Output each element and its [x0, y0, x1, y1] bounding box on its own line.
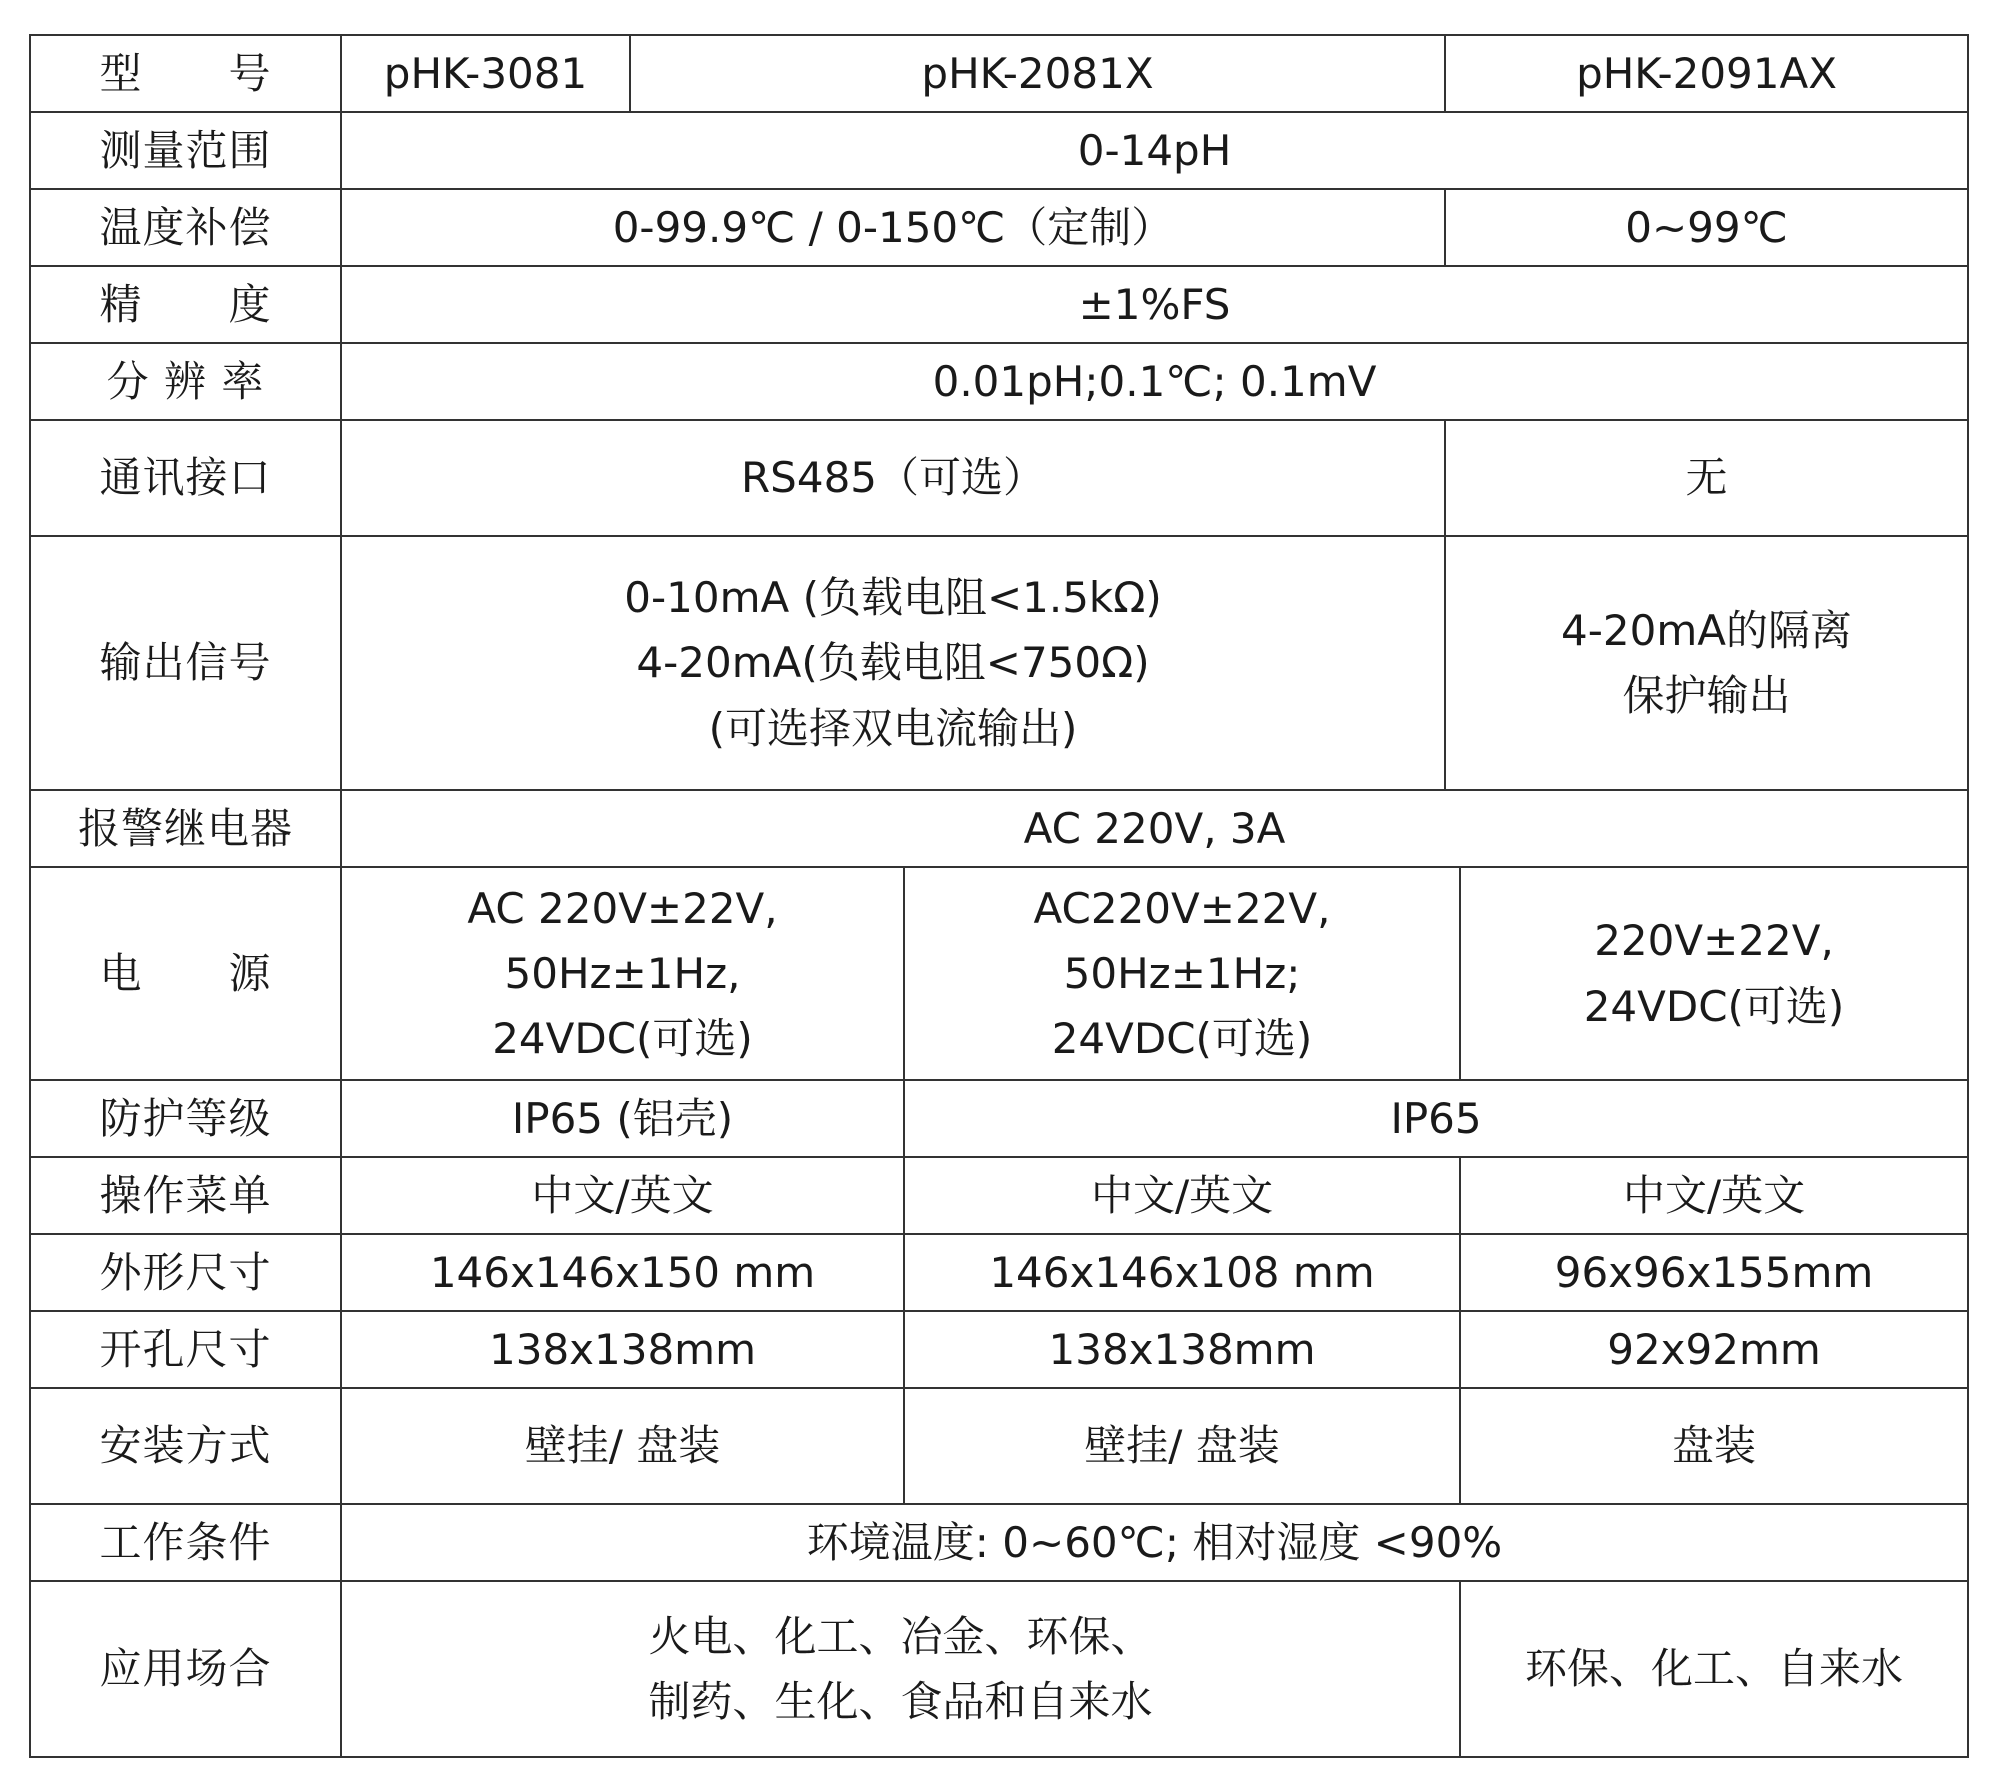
output-row [30, 536, 1968, 790]
cutout-value: 138x138mm [341, 1311, 904, 1388]
power-row [30, 867, 1968, 1080]
output-value [1445, 536, 1968, 790]
model-header: pHK-2091AX [1445, 35, 1968, 112]
comm-value: RS485（可选） [341, 420, 1445, 536]
accuracy-row [30, 266, 1968, 343]
cutout-value: 138x138mm [904, 1311, 1460, 1388]
row-label: 应用场合 [30, 1581, 341, 1757]
spec-table [29, 34, 1969, 1758]
temp-comp-row [30, 189, 1968, 266]
applications-line: 火电、化工、冶金、环保、 [648, 1611, 1153, 1661]
header-row [30, 35, 1968, 112]
header-label: 型 号 [30, 35, 341, 112]
applications-line: 制药、生化、食品和自来水 [648, 1677, 1153, 1726]
menu-value: 中文/英文 [1460, 1157, 1968, 1234]
output-line: (可选择双电流输出) [708, 703, 1078, 753]
dimensions-value: 146x146x108 mm [904, 1234, 1460, 1311]
comm-row [30, 420, 1968, 536]
power-line: 50Hz±1Hz; [1063, 948, 1301, 998]
cutout-value: 92x92mm [1460, 1311, 1968, 1388]
range-value: 0-14pH [341, 112, 1968, 189]
dimensions-value: 146x146x150 mm [341, 1234, 904, 1311]
protection-value: IP65 (铝壳) [341, 1080, 904, 1157]
power-line: 24VDC(可选) [492, 1014, 753, 1064]
model-header: pHK-3081 [341, 35, 630, 112]
power-line: AC220V±22V, [1033, 883, 1331, 933]
relay-value: AC 220V, 3A [341, 790, 1968, 867]
power-line: 24VDC(可选) [1051, 1014, 1313, 1064]
cutout-row [30, 1311, 1968, 1388]
output-line: 4-20mA(负载电阻<750Ω) [636, 638, 1150, 688]
row-label: 分 辨 率 [30, 343, 341, 420]
power-line: 220V±22V, [1594, 916, 1834, 966]
row-label: 报警继电器 [30, 790, 341, 867]
output-line: 4-20mA的隔离 [1561, 605, 1852, 655]
row-label: 测量范围 [30, 112, 341, 189]
mounting-value: 盘装 [1460, 1388, 1968, 1504]
output-line: 保护输出 [1622, 671, 1791, 720]
menu-row [30, 1157, 1968, 1234]
resolution-value: 0.01pH;0.1℃; 0.1mV [341, 343, 1968, 420]
mounting-value: 壁挂/ 盘装 [904, 1388, 1460, 1504]
row-label: 输出信号 [30, 536, 341, 790]
power-value [904, 867, 1460, 1080]
row-label: 安装方式 [30, 1388, 341, 1504]
output-line: 0-10mA (负载电阻<1.5kΩ) [624, 573, 1162, 623]
temp-comp-value: 0-99.9℃ / 0-150℃（定制） [341, 189, 1445, 266]
row-label: 工作条件 [30, 1504, 341, 1581]
dimensions-value: 96x96x155mm [1460, 1234, 1968, 1311]
protection-row [30, 1080, 1968, 1157]
power-value [1460, 867, 1968, 1080]
range-row [30, 112, 1968, 189]
output-value [341, 536, 1445, 790]
applications-value: 环保、化工、自来水 [1460, 1581, 1968, 1757]
row-label: 电 源 [30, 867, 341, 1080]
row-label: 温度补偿 [30, 189, 341, 266]
row-label: 通讯接口 [30, 420, 341, 536]
dimensions-row [30, 1234, 1968, 1311]
row-label: 精 度 [30, 266, 341, 343]
temp-comp-value: 0~99℃ [1445, 189, 1968, 266]
menu-value: 中文/英文 [904, 1157, 1460, 1234]
row-label: 防护等级 [30, 1080, 341, 1157]
accuracy-value: ±1%FS [341, 266, 1968, 343]
power-line: AC 220V±22V, [467, 883, 778, 933]
power-line: 24VDC(可选) [1583, 981, 1845, 1031]
power-value [341, 867, 904, 1080]
mounting-row [30, 1388, 1968, 1504]
resolution-row [30, 343, 1968, 420]
conditions-value: 环境温度: 0~60℃; 相对湿度 <90% [341, 1504, 1968, 1581]
menu-value: 中文/英文 [341, 1157, 904, 1234]
comm-value: 无 [1445, 420, 1968, 536]
relay-row [30, 790, 1968, 867]
mounting-value: 壁挂/ 盘装 [341, 1388, 904, 1504]
row-label: 外形尺寸 [30, 1234, 341, 1311]
applications-value [341, 1581, 1460, 1757]
conditions-row [30, 1504, 1968, 1581]
applications-row [30, 1581, 1968, 1757]
row-label: 开孔尺寸 [30, 1311, 341, 1388]
model-header: pHK-2081X [630, 35, 1445, 112]
protection-value: IP65 [904, 1080, 1968, 1157]
row-label: 操作菜单 [30, 1157, 341, 1234]
power-line: 50Hz±1Hz, [504, 948, 741, 998]
